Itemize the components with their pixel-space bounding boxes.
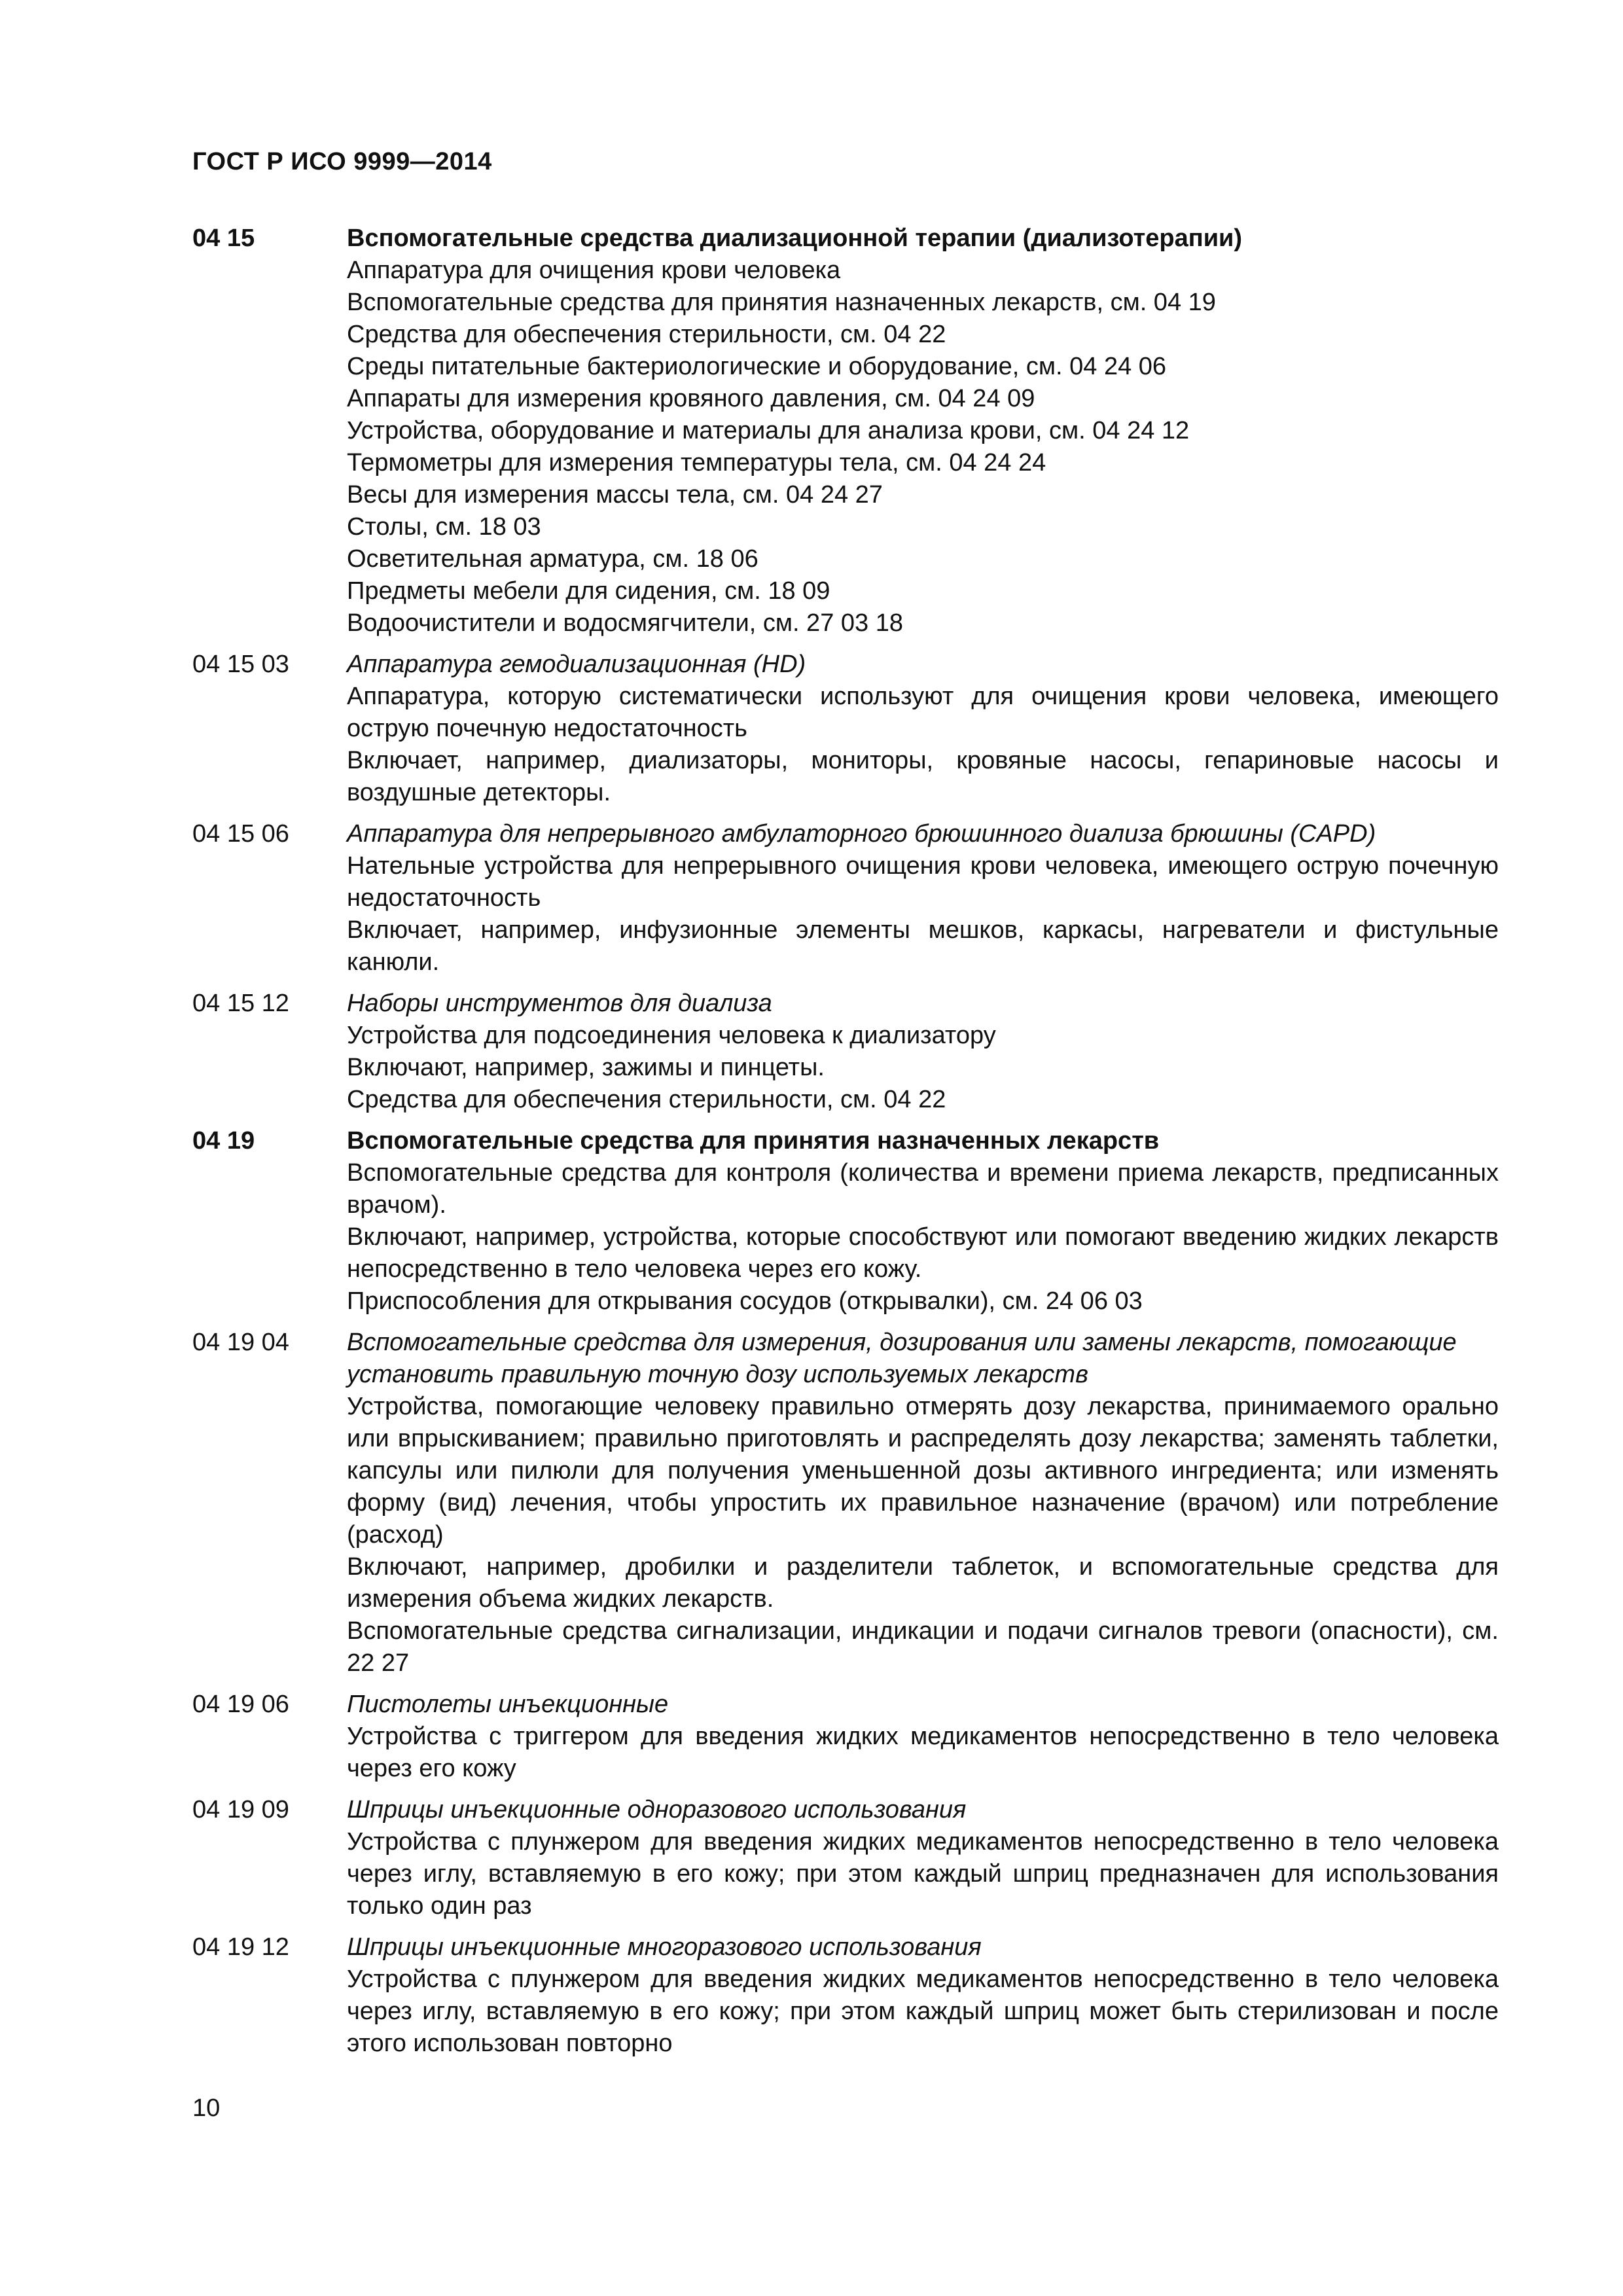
entry-title: Шприцы инъекционные многоразового использования bbox=[347, 1933, 982, 1961]
entry-code: 04 15 bbox=[192, 224, 255, 252]
entry-code: 04 15 12 bbox=[192, 990, 289, 1017]
entry-line: Аппараты для измерения кровяного давления, см. 04 24 09 bbox=[347, 385, 1035, 412]
entry-04-19-04 bbox=[192, 1327, 1499, 1679]
entry-04-15-06 bbox=[192, 818, 1499, 978]
entry-body bbox=[347, 223, 1499, 639]
entry-line: Вспомогательные средства для принятия назначенных лекарств, см. 04 19 bbox=[347, 289, 1216, 316]
entry-line: Устройства, помогающие человеку правильно отмерять дозу лекарства, принимаемого орально или впрыскиванием; правильно приготовлять и распределять дозу лекарства; заменять таблетки, капсулы или пилюли для получения уменьшенной дозы активного ингредиента; или изменять форму (вид) лечения, чтобы упростить их правильное назначение (врачом) или потребление (расход) bbox=[347, 1393, 1499, 1549]
entry-line: Аппаратура, которую систематически используют для очищения крови человека, имеющего острую почечную недостаточность bbox=[347, 683, 1499, 742]
entry-title: Вспомогательные средства для принятия назначенных лекарств bbox=[347, 1127, 1160, 1155]
entry-line: Приспособления для открывания сосудов (открывалки), см. 24 06 03 bbox=[347, 1287, 1143, 1315]
entry-code: 04 19 12 bbox=[192, 1933, 289, 1961]
entry-04-19 bbox=[192, 1125, 1499, 1318]
page-number: 10 bbox=[192, 2094, 221, 2122]
entry-line: Устройства с триггером для введения жидких медикаментов непосредственно в тело человека через его кожу bbox=[347, 1723, 1499, 1782]
entry-body bbox=[347, 649, 1499, 809]
entry-line: Термометры для измерения температуры тела, см. 04 24 24 bbox=[347, 449, 1046, 476]
entry-code: 04 15 03 bbox=[192, 651, 289, 678]
entry-title: Наборы инструментов для диализа bbox=[347, 990, 772, 1017]
entry-line: Устройства с плунжером для введения жидких медикаментов непосредственно в тело человека через иглу, вставляемую в его кожу; при этом каждый шприц предназначен для использования только один раз bbox=[347, 1828, 1499, 1920]
entry-body bbox=[347, 1125, 1499, 1318]
entry-line: Устройства, оборудование и материалы для анализа крови, см. 04 24 12 bbox=[347, 417, 1190, 444]
entry-line: Устройства с плунжером для введения жидких медикаментов непосредственно в тело человека через иглу, вставляемую в его кожу; при этом каждый шприц может быть стерилизован и после этого использован повторно bbox=[347, 1965, 1499, 2057]
entry-body bbox=[347, 1794, 1499, 1922]
entry-04-19-06 bbox=[192, 1689, 1499, 1785]
entry-title: Шприцы инъекционные одноразового использования bbox=[347, 1796, 967, 1823]
entry-line: Включают, например, устройства, которые способствуют или помогают введению жидких лекарств непосредственно в тело человека через его кожу. bbox=[347, 1223, 1499, 1283]
entry-04-19-12 bbox=[192, 1931, 1499, 2060]
entry-line: Включает, например, диализаторы, мониторы, кровяные насосы, гепариновые насосы и воздушные детекторы. bbox=[347, 747, 1499, 806]
entry-code: 04 19 09 bbox=[192, 1796, 289, 1823]
entry-body bbox=[347, 988, 1499, 1116]
entry-title: Аппаратура для непрерывного амбулаторного брюшинного диализа брюшины (CAPD) bbox=[347, 820, 1376, 848]
entry-line: Вспомогательные средства сигнализации, индикации и подачи сигналов тревоги (опасности), см. 22 27 bbox=[347, 1617, 1499, 1677]
entry-line: Включает, например, инфузионные элементы мешков, каркасы, нагреватели и фистульные канюли. bbox=[347, 916, 1499, 976]
entry-body bbox=[347, 1689, 1499, 1785]
document-header: ГОСТ Р ИСО 9999—2014 bbox=[192, 148, 492, 175]
entry-line: Водоочистители и водосмягчители, см. 27 03 18 bbox=[347, 609, 903, 637]
entry-line: Вспомогательные средства для контроля (количества и времени приема лекарств, предписанных врачом). bbox=[347, 1159, 1499, 1219]
entry-line: Столы, см. 18 03 bbox=[347, 513, 541, 541]
entry-body bbox=[347, 1327, 1499, 1679]
entry-04-15-03 bbox=[192, 649, 1499, 809]
entry-04-15 bbox=[192, 223, 1499, 639]
entry-line: Среды питательные бактериологические и оборудование, см. 04 24 06 bbox=[347, 353, 1167, 380]
entry-code: 04 19 bbox=[192, 1127, 255, 1155]
entry-title: Аппаратура гемодиализационная (HD) bbox=[347, 651, 806, 678]
entry-line: Предметы мебели для сидения, см. 18 09 bbox=[347, 577, 830, 605]
entry-line: Устройства для подсоединения человека к диализатору bbox=[347, 1022, 996, 1049]
entry-title: Пистолеты инъекционные bbox=[347, 1691, 669, 1718]
entry-04-19-09 bbox=[192, 1794, 1499, 1922]
entry-line: Аппаратура для очищения крови человека bbox=[347, 257, 841, 284]
entry-line: Включают, например, дробилки и разделители таблеток, и вспомогательные средства для измерения объема жидких лекарств. bbox=[347, 1553, 1499, 1613]
entry-line: Осветительная арматура, см. 18 06 bbox=[347, 545, 758, 573]
entry-body bbox=[347, 818, 1499, 978]
entry-04-15-12 bbox=[192, 988, 1499, 1116]
entry-code: 04 19 06 bbox=[192, 1691, 289, 1718]
entry-body bbox=[347, 1931, 1499, 2060]
entry-code: 04 15 06 bbox=[192, 820, 289, 848]
entry-line: Средства для обеспечения стерильности, см. 04 22 bbox=[347, 1086, 946, 1113]
entry-line: Включают, например, зажимы и пинцеты. bbox=[347, 1054, 825, 1081]
entry-code: 04 19 04 bbox=[192, 1329, 289, 1356]
entry-title: Вспомогательные средства для измерения, дозирования или замены лекарств, помогающие установить правильную точную дозу используемых лекарств bbox=[347, 1329, 1457, 1388]
entry-title: Вспомогательные средства диализационной терапии (диализотерапии) bbox=[347, 224, 1243, 252]
entry-line: Нательные устройства для непрерывного очищения крови человека, имеющего острую почечную недостаточность bbox=[347, 852, 1499, 912]
entry-line: Весы для измерения массы тела, см. 04 24 27 bbox=[347, 481, 883, 509]
classification-list bbox=[192, 223, 1499, 2069]
entry-line: Средства для обеспечения стерильности, см. 04 22 bbox=[347, 321, 946, 348]
